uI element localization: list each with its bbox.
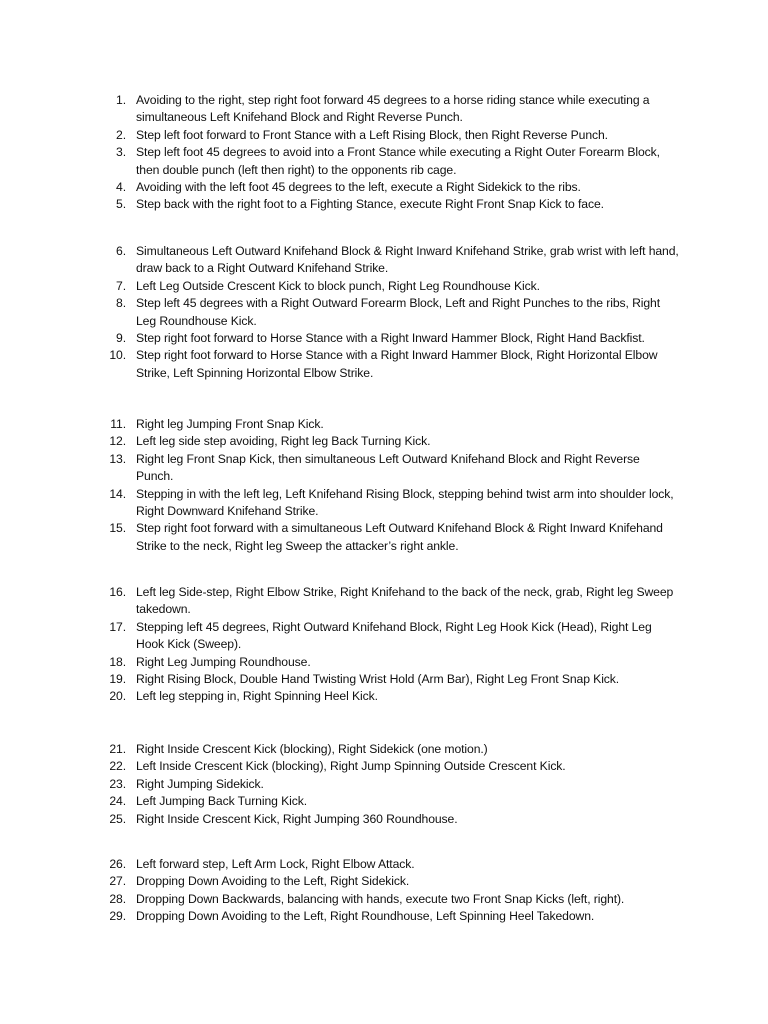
item-number: 13. — [109, 451, 126, 466]
list-item — [0, 758, 768, 775]
item-text: Dropping Down Backwards, balancing with hands, execute two Front Snap Kicks (left, right). — [136, 891, 625, 906]
item-text: Step left foot 45 degrees to avoid into a Front Stance while executing a Right Outer Forearm Block, then double punch (left then right) to the opponents rib cage. — [136, 145, 660, 177]
list-item — [0, 416, 768, 433]
item-number: 9. — [116, 331, 126, 346]
item-text: Left leg Side-step, Right Elbow Strike, Right Knifehand to the back of the neck, grab, Right leg Sweep takedown. — [136, 585, 674, 617]
list-item — [0, 486, 768, 521]
item-text: Left Inside Crescent Kick (blocking), Right Jump Spinning Outside Crescent Kick. — [136, 759, 566, 774]
list-item — [0, 433, 768, 450]
item-text: Right Rising Block, Double Hand Twisting Wrist Hold (Arm Bar), Right Leg Front Snap Kick. — [136, 672, 620, 687]
item-text: Right Leg Jumping Roundhouse. — [136, 654, 311, 669]
list-item — [0, 741, 768, 758]
item-number: 29. — [109, 909, 126, 924]
item-text: Left forward step, Left Arm Lock, Right Elbow Attack. — [136, 857, 415, 871]
item-number: 6. — [116, 244, 126, 258]
list-item — [0, 811, 768, 828]
item-number: 27. — [109, 874, 126, 889]
list-item — [0, 347, 768, 382]
item-number: 5. — [116, 197, 126, 212]
item-text: Stepping in with the left leg, Left Knifehand Rising Block, stepping behind twist arm into shoulder lock, Right Downward Knifehand Strike. — [136, 486, 674, 519]
item-text: Right leg Jumping Front Snap Kick. — [136, 417, 324, 431]
item-number: 21. — [109, 742, 126, 756]
list-item — [0, 793, 768, 810]
list-item — [0, 654, 768, 671]
list-item — [0, 584, 768, 619]
item-number: 26. — [109, 857, 126, 871]
list-item — [0, 688, 768, 705]
list-item — [0, 243, 768, 278]
list-item — [0, 671, 768, 688]
list-item — [0, 891, 768, 908]
technique-group-6 — [0, 856, 768, 926]
item-text: Stepping left 45 degrees, Right Outward Knifehand Block, Right Leg Hook Kick (Head), Right Leg Hook Kick (Sweep). — [136, 619, 652, 652]
list-item — [0, 873, 768, 890]
item-number: 8. — [116, 296, 126, 311]
item-text: Avoiding with the left foot 45 degrees to the left, execute a Right Sidekick to the ribs. — [136, 180, 581, 195]
technique-group-2 — [0, 243, 768, 382]
item-text: Left Leg Outside Crescent Kick to block punch, Right Leg Roundhouse Kick. — [136, 278, 540, 293]
list-item — [0, 451, 768, 486]
item-number: 16. — [109, 585, 126, 599]
list-item — [0, 295, 768, 330]
item-text: Right leg Front Snap Kick, then simultaneous Left Outward Knifehand Block and Right Reverse Punch. — [136, 451, 640, 484]
item-number: 17. — [109, 619, 126, 634]
item-number: 12. — [109, 434, 126, 449]
item-number: 18. — [109, 654, 126, 669]
list-item — [0, 856, 768, 873]
item-number: 14. — [109, 486, 126, 501]
item-text: Step left 45 degrees with a Right Outward Forearm Block, Left and Right Punches to the ribs, Right Leg Roundhouse Kick. — [136, 296, 661, 328]
item-number: 25. — [109, 811, 126, 826]
list-item — [0, 619, 768, 654]
item-number: 11. — [110, 417, 126, 431]
technique-group-1 — [0, 92, 768, 214]
item-text: Dropping Down Avoiding to the Left, Right Roundhouse, Left Spinning Heel Takedown. — [136, 909, 595, 924]
item-text: Step left foot forward to Front Stance with a Left Rising Block, then Right Reverse Punch. — [136, 127, 608, 142]
item-text: Step right foot forward with a simultaneous Left Outward Knifehand Block & Right Inward Knifehand Strike to the neck, Right leg Sweep the attacker’s right ankle. — [136, 521, 663, 553]
list-item — [0, 196, 768, 213]
item-text: Step right foot forward to Horse Stance with a Right Inward Hammer Block, Right Horizontal Elbow Strike, Left Spinning Horizontal Elbow Strike. — [136, 348, 658, 380]
item-text: Right Inside Crescent Kick (blocking), Right Sidekick (one motion.) — [136, 742, 488, 756]
item-text: Simultaneous Left Outward Knifehand Block & Right Inward Knifehand Strike, grab wrist with left hand, draw back to a Right Outward Knifehand Strike. — [136, 244, 679, 276]
item-text: Step right foot forward to Horse Stance with a Right Inward Hammer Block, Right Hand Backfist. — [136, 331, 645, 346]
item-number: 1. — [116, 93, 126, 107]
item-number: 10. — [109, 348, 126, 363]
technique-group-5 — [0, 741, 768, 828]
item-number: 20. — [109, 689, 126, 704]
list-item — [0, 908, 768, 925]
item-number: 7. — [116, 278, 126, 293]
list-item — [0, 127, 768, 144]
item-text: Right Inside Crescent Kick, Right Jumping 360 Roundhouse. — [136, 811, 458, 826]
list-item — [0, 144, 768, 179]
list-item — [0, 520, 768, 555]
item-number: 24. — [109, 794, 126, 809]
item-number: 4. — [116, 180, 126, 195]
item-number: 22. — [109, 759, 126, 774]
technique-group-4 — [0, 584, 768, 706]
item-text: Left leg stepping in, Right Spinning Heel Kick. — [136, 689, 378, 704]
item-text: Avoiding to the right, step right foot forward 45 degrees to a horse riding stance while executing a simultaneous Left Knifehand Block and Right Reverse Punch. — [136, 93, 650, 125]
item-number: 19. — [109, 672, 126, 687]
list-item — [0, 92, 768, 127]
item-text: Dropping Down Avoiding to the Left, Right Sidekick. — [136, 874, 410, 889]
item-text: Right Jumping Sidekick. — [136, 776, 264, 791]
item-number: 28. — [109, 891, 126, 906]
item-number: 2. — [116, 127, 126, 142]
list-item — [0, 330, 768, 347]
list-item — [0, 278, 768, 295]
list-item — [0, 179, 768, 196]
item-number: 15. — [109, 521, 126, 536]
item-text: Left Jumping Back Turning Kick. — [136, 794, 307, 809]
technique-group-3 — [0, 416, 768, 555]
item-number: 3. — [116, 145, 126, 160]
list-item — [0, 776, 768, 793]
item-text: Left leg side step avoiding, Right leg Back Turning Kick. — [136, 434, 431, 449]
item-text: Step back with the right foot to a Fighting Stance, execute Right Front Snap Kick to face. — [136, 197, 604, 212]
item-number: 23. — [109, 776, 126, 791]
